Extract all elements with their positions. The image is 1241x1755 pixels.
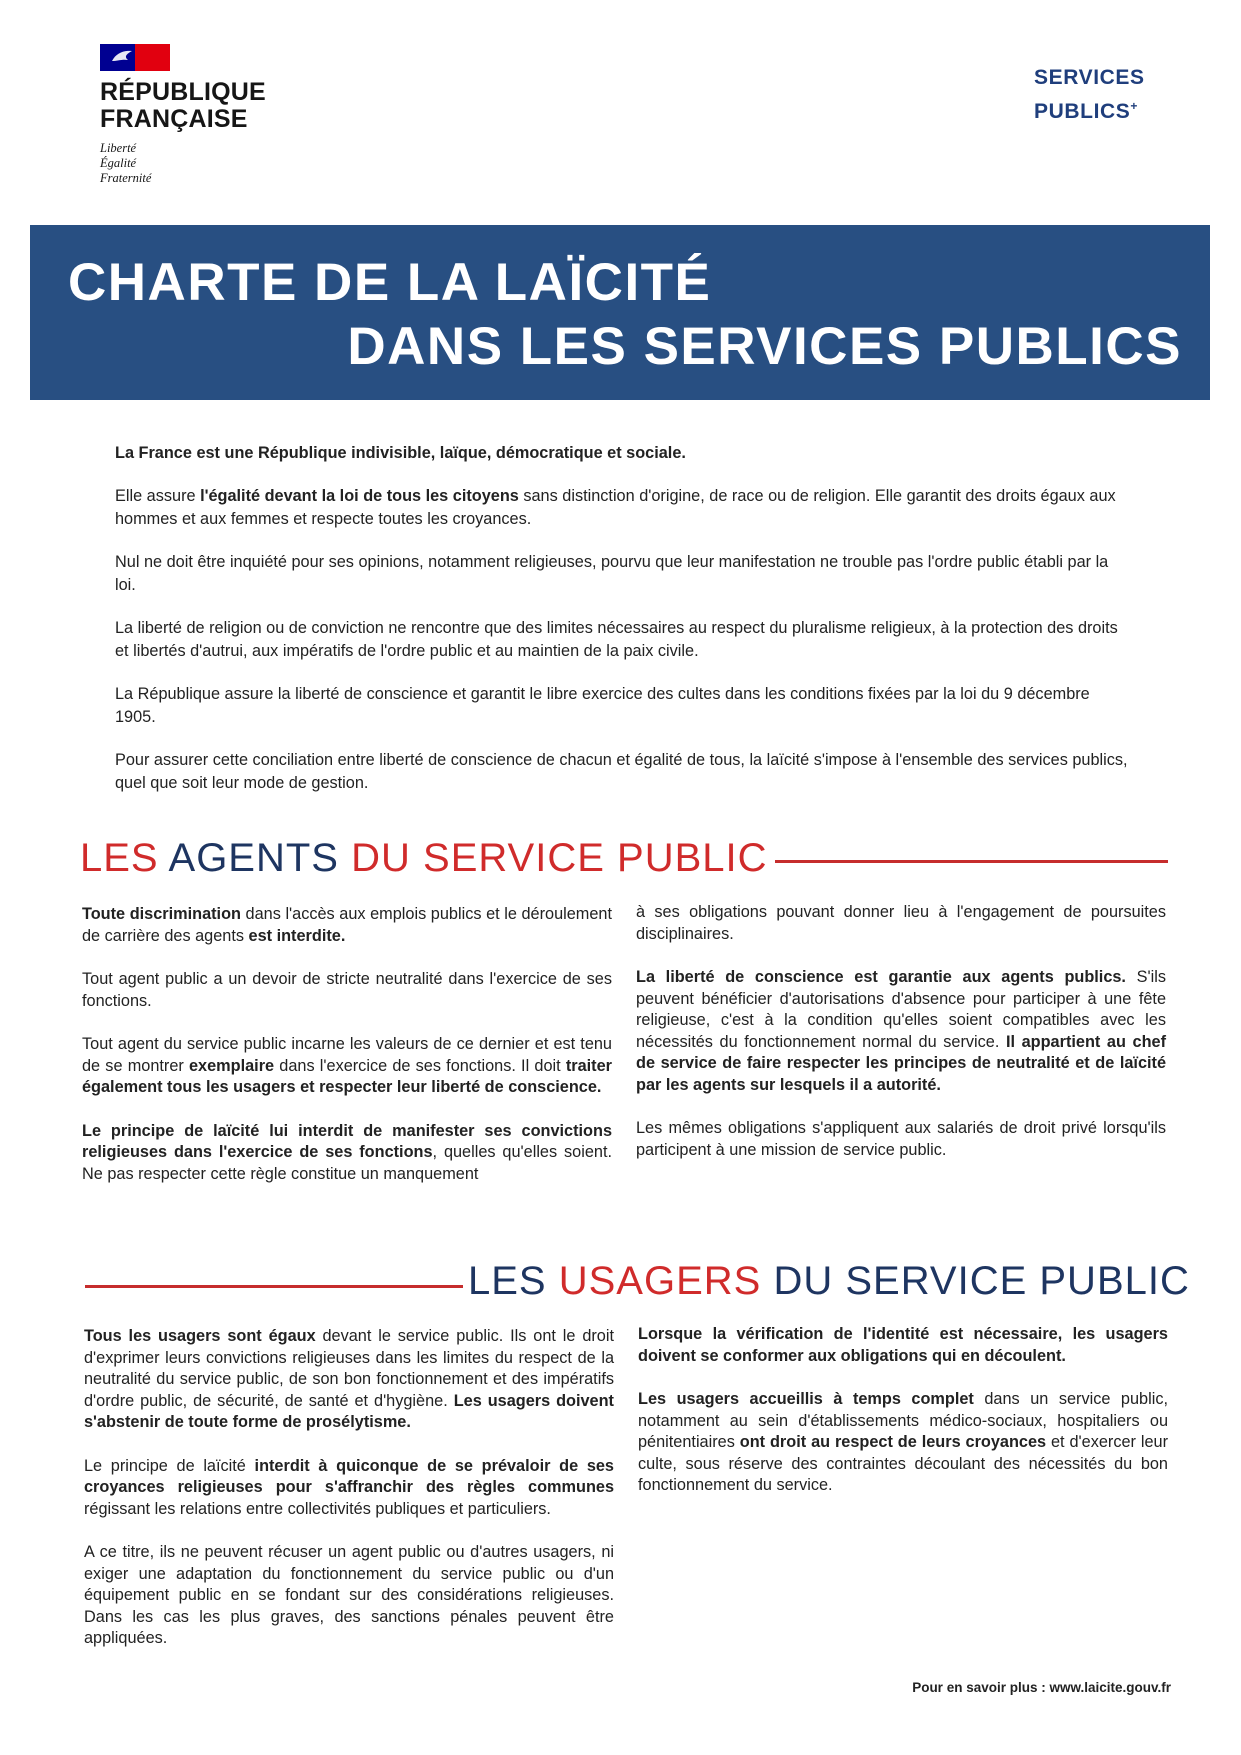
services-publics-logo — [1034, 64, 1145, 126]
sp-line-2: PUBLICS — [1034, 100, 1131, 123]
paragraph — [115, 442, 1130, 465]
agents-title-du: DU — [351, 836, 411, 880]
text: régissant les relations entre collectivités publiques et particuliers. — [84, 1499, 551, 1518]
text: Tout agent public a un devoir de stricte neutralité dans l'exercice de ses fonctions. — [82, 970, 612, 1010]
bold-text: Toute discrimination — [82, 905, 241, 923]
footer-more-info: Pour en savoir plus : www.laicite.gouv.fr — [912, 1680, 1171, 1695]
text: dans l'accès aux emplois publics et le déroulement de carrière des agents — [82, 905, 612, 945]
motto-fraternite: Fraternité — [100, 171, 152, 185]
usagers-title-les: LES — [468, 1259, 547, 1303]
bold-text: Le principe de laïcité lui interdit de manifester ses convictions religieuses dans l'exercice de ses fonctions — [82, 1121, 612, 1161]
usagers-right-column — [638, 1324, 1168, 1519]
agents-title-agents: AGENTS — [168, 836, 339, 880]
marianne-flag-icon — [100, 44, 170, 71]
paragraph — [638, 1324, 1168, 1367]
paragraph — [636, 902, 1166, 945]
rf-line-1: RÉPUBLIQUE — [100, 78, 266, 106]
paragraph — [84, 1542, 614, 1650]
paragraph — [82, 969, 612, 1012]
text: sans distinction d'origine, de race ou de religion. Elle garantit des droits égaux aux hommes et aux femmes et respecte toutes les croyances. — [115, 487, 1116, 528]
bold-text: ont droit au respect de leurs croyances — [739, 1433, 1047, 1451]
sp-plus: + — [1130, 99, 1138, 113]
text: La République assure la liberté de conscience et garantit le libre exercice des cultes dans les conditions fixées par la loi du 9 décembre 1905. — [115, 685, 1090, 726]
bold-text: La France est une République indivisible, laïque, démocratique et sociale. — [115, 444, 686, 462]
paragraph — [82, 904, 612, 947]
bold-text: Tous les usagers sont égaux — [84, 1327, 316, 1345]
motto-egalite: Égalité — [100, 156, 137, 170]
motto — [100, 141, 266, 186]
paragraph — [115, 683, 1130, 729]
paragraph — [115, 485, 1130, 531]
usagers-title-service-public: SERVICE PUBLIC — [845, 1259, 1190, 1303]
section-title-agents — [80, 834, 768, 882]
bold-text: interdit à quiconque de se prévaloir de ses croyances religieuses pour s'affranchir des règles communes — [84, 1456, 614, 1496]
paragraph — [84, 1326, 614, 1434]
bold-text: Il appartient au chef de service de faire respecter les principes de neutralité et de laïcité par les agents sur lesquels il a autorité. — [636, 1032, 1166, 1094]
sp-line-1: SERVICES — [1034, 66, 1145, 89]
paragraph — [636, 967, 1166, 1096]
agents-left-column — [82, 904, 612, 1207]
text: Elle assure — [115, 487, 201, 505]
motto-liberte: Liberté — [100, 141, 137, 155]
text: S'ils peuvent bénéficier d'autorisations d'absence pour participer à une fête religieuse, c'est à la condition qu'elles soient compatibles avec les nécessités du fonctionnement normal du service. — [636, 968, 1166, 1051]
paragraph — [115, 617, 1130, 663]
usagers-left-column — [84, 1326, 614, 1672]
text: , quelles qu'elles soient. Ne pas respecter cette règle constitue un manquement — [82, 1143, 612, 1183]
usagers-title-du: DU — [773, 1259, 834, 1303]
agents-title-rule — [775, 860, 1168, 863]
text: Le principe de laïcité — [84, 1456, 255, 1475]
rf-name — [100, 79, 266, 133]
title-banner — [30, 225, 1210, 400]
text: dans l'exercice de ses fonctions. Il doit — [274, 1056, 566, 1075]
bold-text: La liberté de conscience est garantie aux agents publics. — [636, 968, 1126, 986]
agents-right-column — [636, 902, 1166, 1183]
section-title-usagers — [468, 1257, 1190, 1305]
text: La liberté de religion ou de conviction ne rencontre que des limites nécessaires au respect du pluralisme religieux, à la protection des droits et libertés d'autrui, aux impératifs de l'ordre public et au maintien de la paix civile. — [115, 619, 1118, 660]
bold-text: traiter également tous les usagers et respecter leur liberté de conscience. — [82, 1056, 612, 1096]
text: Les mêmes obligations s'appliquent aux salariés de droit privé lorsqu'ils participent à une mission de service public. — [636, 1119, 1166, 1159]
banner-title-line-2: DANS LES SERVICES PUBLICS — [347, 317, 1182, 376]
bold-text: Les usagers doivent s'abstenir de toute forme de prosélytisme. — [84, 1391, 614, 1431]
paragraph — [84, 1456, 614, 1521]
text: dans un service public, notamment au sein d'établissements médico-sociaux, hospitaliers ou pénitentiaires — [638, 1390, 1168, 1451]
paragraph — [115, 551, 1130, 597]
intro-text — [115, 442, 1130, 815]
text: à ses obligations pouvant donner lieu à l'engagement de poursuites disciplinaires. — [636, 903, 1166, 943]
text: devant le service public. Ils ont le droit d'exprimer leurs convictions religieuses dans les limites du respect de la neutralité du service public, de son bon fonctionnement et des impératifs d'ordre public, de sécurité, de santé et d'hygiène. — [84, 1327, 614, 1410]
usagers-title-usagers: USAGERS — [558, 1259, 762, 1303]
bold-text: Les usagers accueillis à temps complet — [638, 1390, 974, 1408]
text: et d'exercer leur culte, sous réserve des contraintes découlant des nécessités du bon fonctionnement du service. — [638, 1433, 1168, 1494]
republique-francaise-logo — [100, 44, 266, 186]
rf-line-2: FRANÇAISE — [100, 105, 248, 133]
banner-title-line-1: CHARTE DE LA LAÏCITÉ — [68, 253, 712, 312]
text: A ce titre, ils ne peuvent récuser un agent public ou d'autres usagers, ni exiger une adaptation du fonctionnement du service public ou d'un équipement public en se fondant sur des considérations religieuses. Dans les cas les plus graves, des sanctions pénales peuvent être appliquées. — [84, 1543, 614, 1647]
paragraph — [115, 749, 1130, 795]
bold-text: est interdite. — [248, 926, 346, 945]
text: Nul ne doit être inquiété pour ses opinions, notamment religieuses, pourvu que leur manifestation ne trouble pas l'ordre public établi par la loi. — [115, 553, 1109, 594]
bold-text: exemplaire — [189, 1056, 275, 1075]
paragraph — [82, 1121, 612, 1186]
agents-title-service-public: SERVICE PUBLIC — [423, 836, 768, 880]
bold-text: Lorsque la vérification de l'identité est nécessaire, les usagers doivent se conformer aux obligations qui en découlent. — [638, 1325, 1168, 1365]
usagers-title-rule — [85, 1285, 463, 1288]
text: Pour assurer cette conciliation entre liberté de conscience de chacun et égalité de tous, la laïcité s'impose à l'ensemble des services publics, quel que soit leur mode de gestion. — [115, 751, 1128, 792]
paragraph — [82, 1034, 612, 1099]
text: Tout agent du service public incarne les valeurs de ce dernier et est tenu de se montrer — [82, 1035, 612, 1075]
paragraph — [638, 1389, 1168, 1497]
paragraph — [636, 1118, 1166, 1161]
agents-title-les: LES — [80, 836, 159, 880]
bold-text: l'égalité devant la loi de tous les citoyens — [200, 487, 519, 505]
